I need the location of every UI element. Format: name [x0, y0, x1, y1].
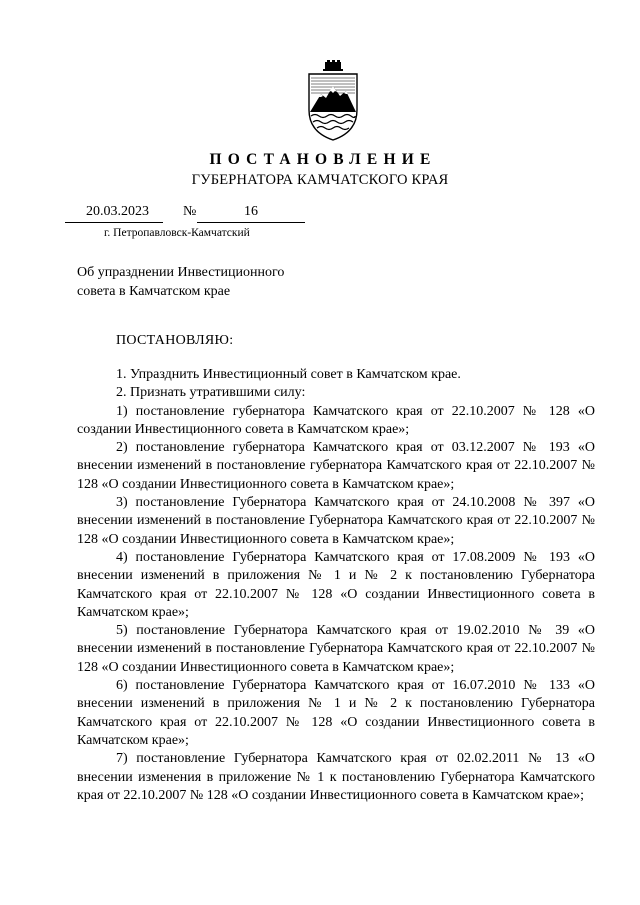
- number-sign: №: [183, 204, 197, 219]
- document-body: [77, 366, 595, 805]
- paragraph: 2. Признать утратившими силу:: [116, 385, 306, 401]
- paragraph: 2) постановление губернатора Камчатского края от 03.12.2007 № 193 «О внесении изменений в постановление губернатора Камчатского края от 22.10.2007 № 128 «О создании Инвестиционного совета в Камчатском крае»;: [77, 440, 595, 492]
- paragraph: 3) постановление Губернатора Камчатского края от 24.10.2008 № 397 «О внесении изменений в постановление Губернатора Камчатского края от 22.10.2007 № 128 «О создании Инвестиционного совета в Камчатском крае»;: [77, 495, 595, 547]
- paragraph: 5) постановление Губернатора Камчатского края от 19.02.2010 № 39 «О внесении изменений в постановление Губернатора Камчатского края от 22.10.2007 № 128 «О создании Инвестиционного совета в Камчатском крае»;: [77, 623, 595, 675]
- document-date: 20.03.2023: [86, 204, 149, 219]
- document-subject: [77, 263, 284, 301]
- subject-line-2: совета в Камчатском крае: [77, 284, 231, 299]
- paragraph: 6) постановление Губернатора Камчатского края от 16.07.2010 № 133 «О внесении изменений в приложения № 1 и № 2 к постановлению Губернатора Камчатского края от 22.10.2007 № 128 «О создании Инвестиционного совета в Камчатском крае»;: [77, 678, 595, 748]
- paragraph: 4) постановление Губернатора Камчатского края от 17.08.2009 № 193 «О внесении изменений в приложения № 1 и № 2 к постановлению Губернатора Камчатского края от 22.10.2007 № 128 «О создании Инвестиционного совета в Камчатском крае»;: [77, 549, 595, 620]
- number-underline: [197, 222, 305, 223]
- paragraph: 1) постановление губернатора Камчатского края от 22.10.2007 № 128 «О создании Инвестиционного совета в Камчатском крае»;: [77, 403, 595, 437]
- paragraph: 1. Упразднить Инвестиционный совет в Камчатском крае.: [116, 367, 461, 382]
- city-label: г. Петропавловск-Камчатский: [104, 227, 250, 239]
- document-number: 16: [244, 204, 258, 219]
- document-title: ПОСТАНОВЛЕНИЕ: [209, 151, 437, 168]
- paragraph: 7) постановление Губернатора Камчатского края от 02.02.2011 № 13 «О внесении изменения в приложение № 1 к постановлению Губернатора Камчатского края от 22.10.2007 № 128 «О создании Инвестиционного совета в Камчатском крае»;: [77, 751, 595, 803]
- subject-line-1: Об упразднении Инвестиционного: [77, 265, 285, 280]
- kamchatka-coat-of-arms-icon: [297, 60, 369, 142]
- decree-word: ПОСТАНОВЛЯЮ:: [116, 333, 234, 348]
- document-subtitle: ГУБЕРНАТОРА КАМЧАТСКОГО КРАЯ: [191, 172, 449, 188]
- date-underline: [65, 222, 163, 223]
